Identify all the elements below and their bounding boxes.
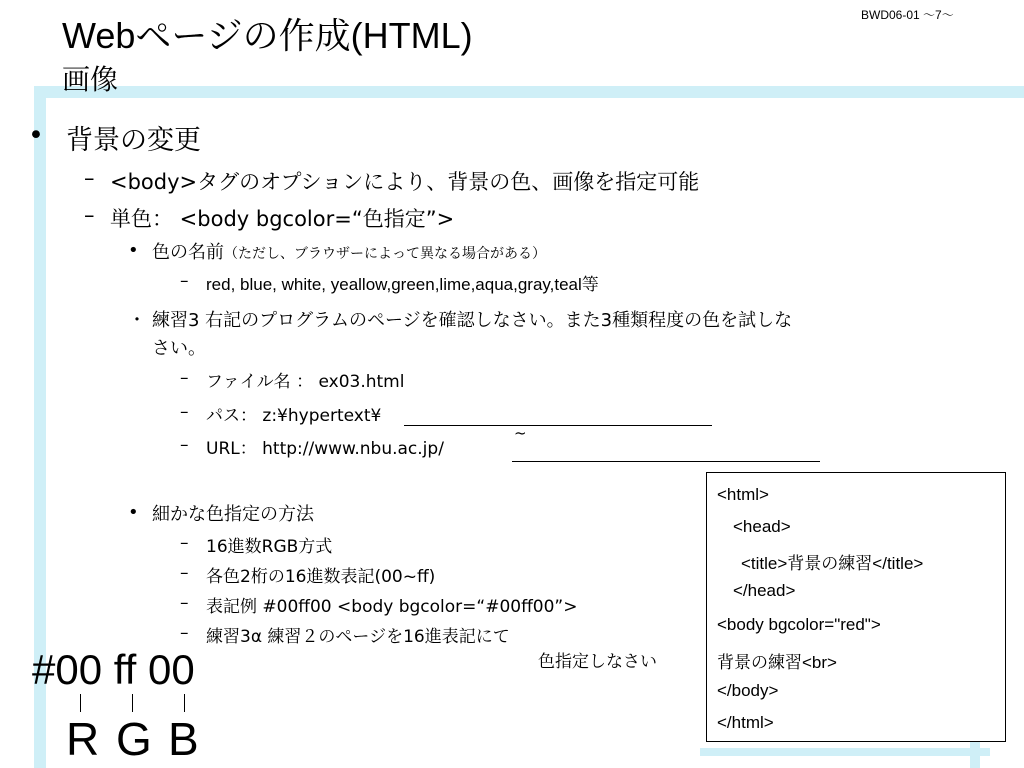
color-names-label: 色の名前 (152, 242, 224, 263)
section-heading-background: 背景の変更 (66, 125, 201, 156)
small-bullet-marker: • (128, 240, 139, 261)
color-names-line (152, 238, 546, 264)
rgb-letter-b: B (168, 713, 199, 765)
code-line: </head> (733, 581, 796, 600)
small-bullet-marker: • (128, 502, 139, 523)
section2-continuation: 色指定しなさい (538, 652, 657, 672)
dash-marker: – (180, 368, 189, 388)
code-line: <html> (717, 485, 769, 504)
frame-top-bar (34, 86, 1024, 98)
rgb-tick-green (132, 694, 133, 712)
code-box (706, 472, 1006, 742)
code-line: <body bgcolor="red"> (717, 615, 881, 634)
section2-item: 表記例 #00ff00 <body bgcolor=“#00ff00”> (206, 597, 578, 617)
slide-title: Webページの作成(HTML) (62, 15, 473, 56)
rgb-tick-blue (184, 694, 185, 712)
frame-bottom-bar (700, 748, 990, 756)
code-line: <head> (733, 517, 791, 536)
url-tilde: ~ (514, 424, 527, 442)
sub-bullet-body-tag: <body>タグのオプションにより、背景の色、画像を指定可能 (110, 170, 700, 194)
section2-item: 練習3α 練習２のページを16進表記にて (206, 627, 510, 647)
slide-number: BWD06-01 〜7〜 (861, 8, 954, 22)
exercise3-line2: さい。 (152, 338, 206, 359)
code-line: </html> (717, 713, 774, 732)
path-underline (404, 425, 712, 426)
code-line: </body> (717, 681, 779, 700)
dash-marker: – (180, 402, 189, 422)
sub-bullet-single-color: 単色： <body bgcolor=“色指定”> (110, 207, 455, 231)
color-names-list: red, blue, white, yeallow,green,lime,aqua,gray,teal等 (206, 275, 599, 294)
rgb-tick-red (80, 694, 81, 712)
bullet-marker: • (28, 120, 44, 151)
exercise3-line1: 練習3 右記のプログラムのページを確認しなさい。また3種類程度の色を試しな (152, 310, 793, 331)
url-underline (512, 461, 820, 462)
section2-heading: 細かな色指定の方法 (152, 504, 314, 525)
dash-marker: – (180, 593, 189, 613)
dash-marker: – (180, 435, 189, 455)
exercise3-url: URL： http://www.nbu.ac.jp/ (206, 439, 444, 459)
code-line: <title>背景の練習</title> (741, 554, 924, 573)
dot-bullet-marker: ・ (128, 310, 146, 331)
color-names-note: （ただし、ブラウザーによって異なる場合がある） (224, 246, 546, 262)
dash-marker: – (180, 563, 189, 583)
dash-marker: – (84, 166, 95, 190)
rgb-hex-value: #00 ff 00 (32, 646, 195, 693)
rgb-letter-g: G (116, 713, 152, 765)
exercise3-file: ファイル名 ： ex03.html (206, 372, 405, 392)
rgb-letter-r: R (66, 713, 100, 765)
code-line: 背景の練習<br> (717, 653, 837, 672)
dash-marker: – (180, 623, 189, 643)
exercise3-path: パス： z:¥hypertext¥ (206, 406, 382, 426)
slide-subtitle: 画像 (62, 63, 119, 96)
dash-marker: – (180, 533, 189, 553)
dash-marker: – (180, 271, 189, 291)
section2-item: 各色2桁の16進数表記(00~ff) (206, 567, 436, 587)
dash-marker: – (84, 203, 95, 227)
section2-item: 16進数RGB方式 (206, 537, 333, 557)
